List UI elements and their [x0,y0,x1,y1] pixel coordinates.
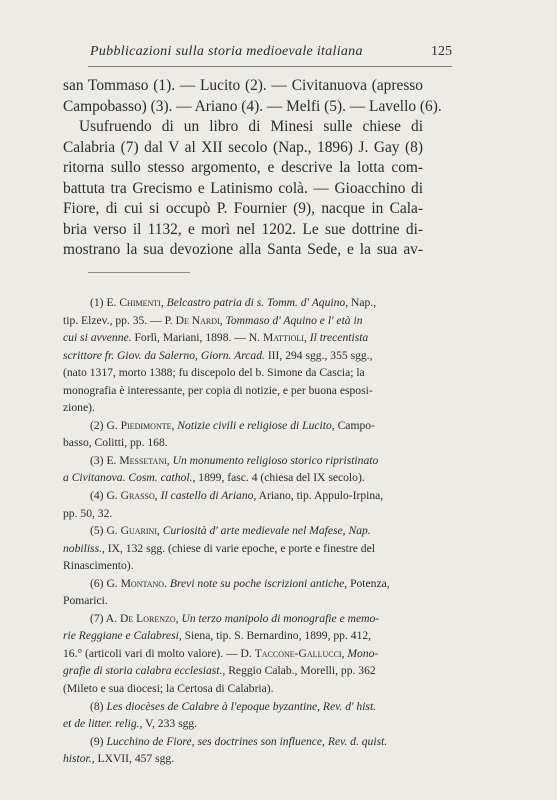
footnote-line: tip. Elzev., pp. 35. — P. De Nardi, Tommaso d' Aquino e l' età in [63,313,363,327]
text-line: battuta tra Grecismo e Latinismo colà. — Gioacchino di [63,179,423,197]
running-title: Pubblicazioni sulla storia medioevale italiana [90,44,363,59]
running-header [90,44,452,60]
footnote-line: (8) Les diocèses de Calabre à l'epoque byzantine, Rev. d' hist. [90,699,377,713]
footnote-line: (5) G. Guarini, Curiosità d' arte medievale nel Mafese, Nap. [90,524,371,538]
page-number: 125 [431,44,452,59]
text-line: Campobasso) (3). — Ariano (4). — Melfi (5). — Lavello (6). [63,97,442,115]
main-text [63,76,442,261]
header-rule [88,66,452,67]
footnote-line: (6) G. Montano. Brevi note su poche iscrizioni antiche, Potenza, [90,576,390,590]
footnote-line: basso, Colitti, pp. 168. [63,436,168,450]
footnote-line: a Civitanova. Cosm. cathol., 1899, fasc. 4 (chiesa del IX secolo). [63,471,365,485]
footnote-line: nobiliss., IX, 132 sgg. (chiese di varie epoche, e porte e finestre del [63,541,375,555]
text-line: ritorna sullo stesso argomento, e descrive la lotta com- [63,159,423,176]
footnote-line: rie Reggiane e Calabresi, Siena, tip. S. Bernardino, 1899, pp. 412, [63,629,372,643]
footnote-line: histor., LXVII, 457 sgg. [63,752,175,766]
text-line: mostrano la sua devozione alla Santa Sede, e la sua av- [63,241,423,258]
text-line: Fiore, di cui si occupò P. Fournier (9), nacque in Cala- [63,200,423,217]
footnote-line: pp. 50, 32. [63,506,113,520]
footnote-line: cui si avvenne. Forlì, Mariani, 1898. — N. Mattioli, Il trecentista [63,331,369,345]
footnote-line: (7) A. De Lorenzo, Un terzo manipolo di monografie e memo- [90,611,380,625]
footnote-line: (Mileto e sua diocesi; la Certosa di Calabria). [63,682,274,696]
footnote-line: Pomarici. [63,594,108,608]
footnote-line: (2) G. Piedimonte, Notizie civili e religiose di Lucito, Campo- [90,418,375,432]
footnote-line: zione). [63,401,95,415]
footnote-line: (4) G. Grasso, Il castello di Ariano, Ariano, tip. Appulo-Irpina, [90,489,384,503]
footnote-line: 16.° (articoli vari di molto valore). — D. Taccone-Gallucci, Mono- [63,646,379,660]
footnote-line: (3) E. Messetani, Un monumento religioso storico ripristinato [90,453,379,467]
footnote-line: (9) Lucchino de Fiore, ses doctrines son influence, Rev. d. quist. [90,734,388,748]
text-line: san Tommaso (1). — Lucito (2). — Civitanuova (apresso [63,77,423,94]
footnotes [63,294,425,768]
footnote-line: (1) E. Chimenti, Belcastro patria di s. Tomm. d' Aquino, Nap., [90,296,377,309]
footnote-rule [88,272,190,273]
text-line: Usufruendo di un libro di Minesi sulle chiese di [79,118,423,135]
footnote-line: grafie di storia calabra ecclesiast., Reggio Calab., Morelli, pp. 362 [63,664,376,678]
footnote-line: scrittore fr. Giov. da Salerno, Giorn. Arcad. III, 294 sgg., 355 sgg., [63,348,373,362]
footnote-line: et de litter. relig., V, 233 sgg. [63,717,198,731]
text-line: Calabria (7) dal V al XII secolo (Nap., 1896) J. Gay (8) [63,138,423,156]
footnote-line: Rinascimento). [63,559,134,573]
footnote-line: monografia è interessante, per copia di notizie, e per buona esposi- [63,383,373,397]
footnote-line: (nato 1317, morto 1388; fu discepolo del b. Simone da Cascia; la [63,366,365,380]
text-line: bria verso il 1132, e morì nel 1202. Le sue dottrine di- [63,220,423,238]
